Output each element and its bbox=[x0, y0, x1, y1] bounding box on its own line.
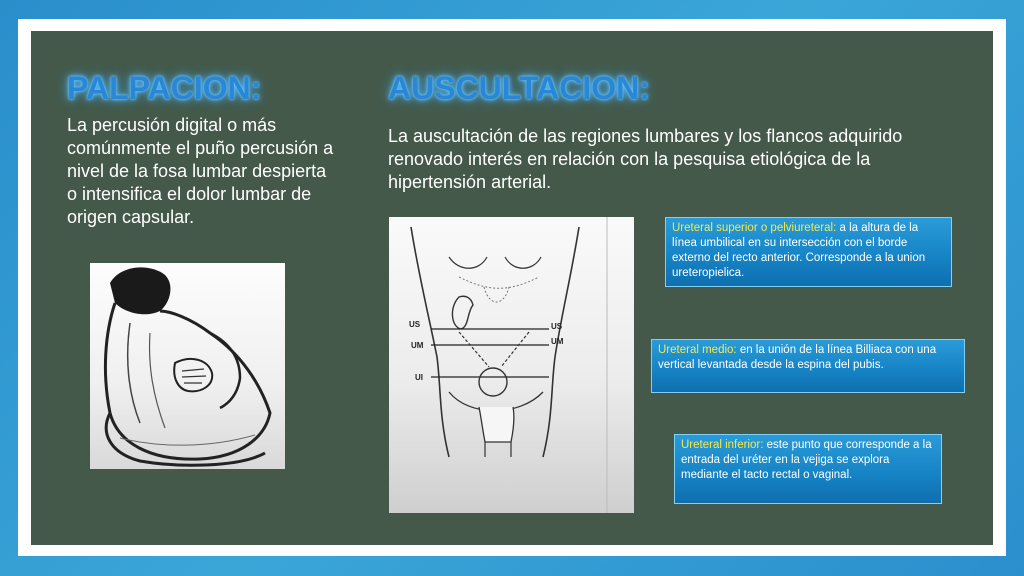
ureteral-superior-box bbox=[665, 217, 952, 287]
percussion-illustration bbox=[90, 263, 285, 469]
um-label-right: UM bbox=[551, 337, 564, 346]
us-label-right: US bbox=[551, 322, 563, 331]
ureteral-inferior-heading: Ureteral inferior: bbox=[681, 439, 764, 451]
auscultacion-title: AUSCULTACION: bbox=[388, 70, 650, 106]
auscultation-diagram bbox=[389, 217, 634, 513]
ureteral-medio-heading: Ureteral medio: bbox=[658, 344, 737, 356]
um-label-left: UM bbox=[411, 341, 424, 350]
abdomen-drawing bbox=[389, 217, 634, 513]
ui-label-left: UI bbox=[415, 373, 423, 382]
ureteral-medio-box bbox=[651, 339, 965, 393]
ureteral-inferior-text: este punto que corresponde a la entrada del uréter en la vejiga se explora mediante el tacto rectal o vaginal. bbox=[681, 439, 932, 481]
percussion-drawing bbox=[90, 263, 285, 469]
auscultacion-text: La auscultación de las regiones lumbares y los flancos adquirido renovado interés en relación con la pesquisa etiológica de la hipertensión arterial. bbox=[388, 126, 903, 192]
ureteral-superior-heading: Ureteral superior o pelviureteral: bbox=[672, 222, 837, 234]
ureteral-superior-text: a la altura de la línea umbilical en su intersección con el borde externo del recto anterior. Corresponde a la union ureteropielica. bbox=[672, 222, 926, 279]
us-label-left: US bbox=[409, 320, 421, 329]
palpacion-title: PALPACION: bbox=[67, 70, 262, 106]
palpacion-text: La percusión digital o más comúnmente el puño percusión a nivel de la fosa lumbar despierta o intensifica el dolor lumbar de origen capsular. bbox=[67, 115, 334, 227]
ureteral-medio-text: en la unión de la línea Billiaca con una vertical levantada desde la espina del pubis. bbox=[658, 344, 937, 371]
ureteral-inferior-box bbox=[674, 434, 942, 504]
